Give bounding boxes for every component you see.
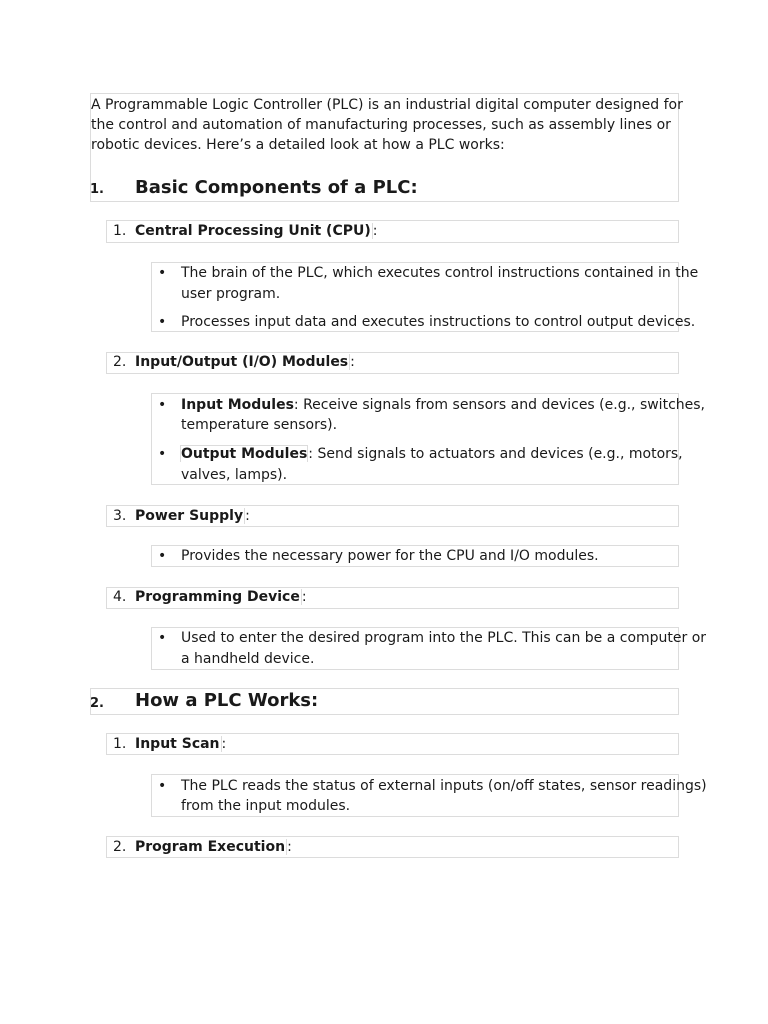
item-io-colon: :: [350, 354, 355, 370]
power-bullet-1-line-1: Provides the necessary power for the CPU and I/O modules.: [181, 548, 599, 564]
item-power-label-text: Power Supply: [135, 508, 244, 524]
section-1-title: Basic Components of a PLC:: [135, 177, 418, 198]
programming-bullet-1-line-2: a handheld device.: [181, 651, 315, 667]
item-input-scan-colon: :: [221, 736, 227, 752]
io-bullet-2-marker: •: [158, 446, 167, 462]
item-io-number: 2.: [113, 354, 127, 370]
intro-line-3: robotic devices. Here’s a detailed look at how a PLC works:: [91, 137, 505, 153]
item-cpu-colon: :: [372, 223, 378, 239]
item-programming-number: 4.: [113, 589, 127, 605]
power-bullet-1-marker: •: [158, 548, 167, 564]
io-bullet-2-line-1: [180, 444, 683, 465]
io-bullet-1-bold: Input Modules: [181, 397, 294, 413]
io-bullet-1-marker: •: [158, 397, 167, 413]
item-io-label: [135, 352, 355, 373]
cpu-bullet-1-line-1: The brain of the PLC, which executes control instructions contained in the: [181, 265, 699, 281]
cpu-bullet-1-marker: •: [158, 265, 167, 281]
item-input-scan-label: [135, 734, 226, 755]
io-bullet-2-text: : Send signals to actuators and devices (e.g., motors,: [308, 446, 683, 462]
item-cpu-number: 1.: [113, 223, 127, 239]
io-bullet-2-bold: Output Modules: [181, 446, 308, 462]
intro-line-1: A Programmable Logic Controller (PLC) is an industrial digital computer designed for: [91, 97, 683, 113]
io-bullet-1-line-1: [181, 395, 705, 416]
item-cpu-label: [135, 221, 377, 242]
item-program-execution-label: [135, 837, 292, 858]
input-scan-bullet-1-line-2: from the input modules.: [181, 798, 351, 814]
item-programming-colon: :: [301, 589, 307, 605]
section-2-number: 2.: [90, 696, 104, 711]
io-bullet-2-line-2: valves, lamps).: [181, 467, 288, 483]
programming-bullet-1-marker: •: [158, 630, 167, 646]
io-bullet-1-line-2: temperature sensors).: [181, 417, 338, 433]
item-power-label: [135, 506, 250, 527]
section-2-title: How a PLC Works:: [135, 690, 319, 711]
input-scan-bullet-1-line-1: The PLC reads the status of external inputs (on/off states, sensor readings): [181, 778, 707, 794]
item-io-label-text: Input/Output (I/O) Modules: [135, 354, 349, 370]
intro-line-2: the control and automation of manufacturing processes, such as assembly lines or: [91, 117, 671, 133]
item-power-number: 3.: [113, 508, 127, 524]
item-input-scan-number: 1.: [113, 736, 127, 752]
item-program-execution-number: 2.: [113, 839, 127, 855]
item-power-colon: :: [245, 508, 250, 524]
item-program-execution-label-text: Program Execution: [135, 839, 286, 855]
item-programming-label: [135, 587, 307, 608]
io-bullet-1-text: : Receive signals from sensors and devices (e.g., switches,: [293, 397, 705, 413]
item-programming-label-text: Programming Device: [135, 589, 300, 605]
programming-bullet-1-line-1: Used to enter the desired program into the PLC. This can be a computer or: [181, 630, 707, 646]
cpu-bullet-2-marker: •: [158, 314, 167, 330]
section-1-number: 1.: [90, 182, 104, 197]
item-input-scan-label-text: Input Scan: [135, 736, 220, 752]
cpu-bullet-2-line-1: Processes input data and executes instructions to control output devices.: [181, 314, 696, 330]
input-scan-bullet-1-marker: •: [158, 778, 167, 794]
cpu-bullet-1-line-2: user program.: [181, 286, 281, 302]
item-program-execution-colon: :: [287, 839, 292, 855]
item-cpu-label-text: Central Processing Unit (CPU): [135, 223, 371, 239]
